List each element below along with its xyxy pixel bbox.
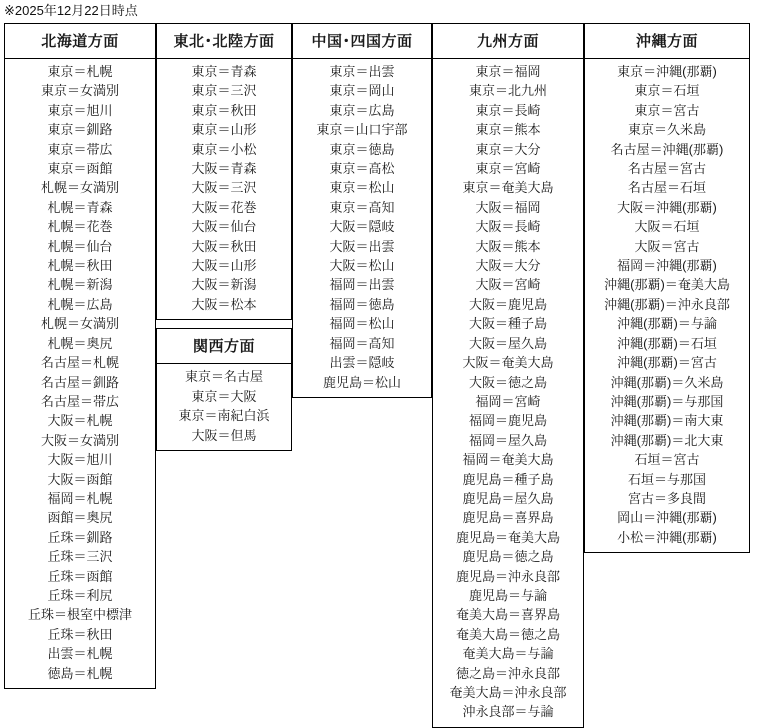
route-row: 鹿児島＝沖永良部 [455,568,560,584]
route-row: 福岡＝札幌 [47,490,113,506]
route-row: 福岡＝徳島 [329,296,395,312]
route-row: 東京＝久米島 [627,122,706,138]
route-row: 名古屋＝帯広 [40,393,119,409]
route-row: 札幌＝女満別 [40,180,119,196]
route-columns [4,23,756,728]
route-row: 岡山＝沖縄(那覇) [617,510,717,526]
route-row: 鹿児島＝徳之島 [462,549,554,565]
table-gap [156,320,292,328]
route-row: 福岡＝松山 [329,316,395,332]
route-row: 東京＝函館 [47,161,113,177]
route-row: 宮古＝多良間 [627,490,706,506]
route-row: 札幌＝青森 [47,199,113,215]
route-row: 東京＝北九州 [468,83,547,99]
route-row: 大阪＝松山 [329,258,395,274]
table-body-chugoku-shikoku [293,59,431,397]
route-row: 丘珠＝三沢 [47,549,113,565]
route-row: 福岡＝宮崎 [475,393,541,409]
route-row: 大阪＝新潟 [191,277,257,293]
route-row: 出雲＝隠岐 [329,355,395,371]
route-row: 大阪＝青森 [191,161,257,177]
route-row: 鹿児島＝松山 [322,374,401,390]
route-row: 東京＝沖縄(那覇) [617,64,717,79]
route-row: 丘珠＝秋田 [47,626,113,642]
route-row: 東京＝奄美大島 [462,180,554,196]
route-row: 東京＝長崎 [475,102,541,118]
route-row: 札幌＝新潟 [47,277,113,293]
route-row: 東京＝女満別 [40,83,119,99]
column-hokkaido [4,23,156,689]
route-row: 東京＝熊本 [475,122,541,138]
route-row: 鹿児島＝種子島 [462,471,554,487]
route-row: 大阪＝仙台 [191,219,257,235]
route-row: 東京＝徳島 [329,141,395,157]
table-header-tohoku-hokuriku: 東北･北陸方面 [157,24,291,59]
table-okinawa [584,23,750,553]
column-okinawa [584,23,750,553]
route-row: 大阪＝奄美大島 [462,355,554,371]
route-row: 丘珠＝釧路 [47,529,113,545]
route-row: 丘珠＝函館 [47,568,113,584]
table-body-tohoku-hokuriku [157,59,291,319]
table-tohoku-hokuriku [156,23,292,320]
route-row: 小松＝沖縄(那覇) [617,529,717,545]
route-row: 東京＝青森 [191,64,257,79]
table-chugoku-shikoku [292,23,432,398]
route-row: 札幌＝女満別 [40,316,119,332]
table-header-chugoku-shikoku: 中国･四国方面 [293,24,431,59]
route-row: 沖縄(那覇)＝沖永良部 [604,296,730,312]
column-tohoku-hokuriku [156,23,292,451]
column-kyushu [432,23,584,728]
route-row: 福岡＝沖縄(那覇) [617,258,717,274]
table-header-kansai: 関西方面 [157,329,291,364]
route-row: 大阪＝石垣 [634,219,700,235]
route-row: 大阪＝女満別 [40,432,119,448]
table-body-kansai [157,364,291,450]
route-row: 東京＝三沢 [191,83,257,99]
route-row: 大阪＝宮古 [634,238,700,254]
route-row: 東京＝広島 [329,102,395,118]
route-row: 奄美大島＝喜界島 [455,607,560,623]
route-row: 大阪＝隠岐 [329,219,395,235]
route-row: 徳之島＝沖永良部 [455,665,560,681]
route-row: 名古屋＝石垣 [627,180,706,196]
route-row: 大阪＝函館 [47,471,113,487]
route-row: 東京＝帯広 [47,141,113,157]
route-row: 徳島＝札幌 [47,665,113,681]
route-row: 東京＝山口宇部 [316,122,408,138]
route-row: 沖縄(那覇)＝奄美大島 [604,277,730,293]
route-row: 大阪＝沖縄(那覇) [617,199,717,215]
route-row: 大阪＝但馬 [191,427,257,443]
table-kansai [156,328,292,451]
route-row: 札幌＝花巻 [47,219,113,235]
route-row: 福岡＝高知 [329,335,395,351]
route-row: 鹿児島＝与論 [468,587,547,603]
route-row: 東京＝大分 [475,141,541,157]
route-row: 出雲＝札幌 [47,646,113,662]
route-row: 沖縄(那覇)＝与那国 [610,393,724,409]
route-row: 東京＝石垣 [634,83,700,99]
route-row: 石垣＝与那国 [627,471,706,487]
route-row: 東京＝高知 [329,199,395,215]
route-row: 沖縄(那覇)＝南大東 [610,413,724,429]
route-row: 名古屋＝札幌 [40,355,119,371]
route-row: 沖縄(那覇)＝北大東 [610,432,724,448]
route-row: 沖縄(那覇)＝石垣 [617,335,717,351]
route-row: 東京＝札幌 [47,64,113,79]
route-row: 大阪＝福岡 [475,199,541,215]
route-row: 奄美大島＝沖永良部 [449,685,567,700]
route-row: 大阪＝長崎 [475,219,541,235]
route-row: 東京＝小松 [191,141,257,157]
route-row: 東京＝松山 [329,180,395,196]
route-row: 福岡＝出雲 [329,277,395,293]
route-row: 沖縄(那覇)＝与論 [617,316,717,332]
route-row: 大阪＝秋田 [191,238,257,254]
column-chugoku-shikoku [292,23,432,398]
route-row: 大阪＝鹿児島 [468,296,547,312]
route-row: 札幌＝仙台 [47,238,113,254]
route-row: 東京＝宮古 [634,102,700,118]
route-row: 東京＝出雲 [329,64,395,79]
route-row: 東京＝南紀白浜 [178,408,270,424]
route-row: 札幌＝秋田 [47,258,113,274]
table-body-kyushu [433,59,583,727]
route-row: 鹿児島＝喜界島 [462,510,554,526]
route-row: 札幌＝奥尻 [47,335,113,351]
route-row: 名古屋＝沖縄(那覇) [610,141,724,157]
route-row: 大阪＝徳之島 [468,374,547,390]
route-row: 沖永良部＝与論 [462,704,554,720]
route-row: 東京＝高松 [329,161,395,177]
route-row: 奄美大島＝徳之島 [455,626,560,642]
route-row: 石垣＝宮古 [634,452,700,468]
table-hokkaido [4,23,156,689]
route-row: 東京＝宮崎 [475,161,541,177]
route-row: 大阪＝大分 [475,258,541,274]
route-row: 大阪＝松本 [191,296,257,312]
route-row: 丘珠＝利尻 [47,587,113,603]
route-row: 沖縄(那覇)＝久米島 [610,374,724,390]
route-row: 東京＝大阪 [191,388,257,404]
route-row: 東京＝旭川 [47,102,113,118]
route-row: 丘珠＝根室中標津 [27,607,132,623]
route-row: 大阪＝熊本 [475,238,541,254]
route-row: 大阪＝花巻 [191,199,257,215]
route-row: 沖縄(那覇)＝宮古 [617,355,717,371]
route-row: 鹿児島＝奄美大島 [455,529,560,545]
route-row: 大阪＝三沢 [191,180,257,196]
route-row: 福岡＝鹿児島 [468,413,547,429]
table-body-okinawa [585,59,749,552]
route-row: 大阪＝山形 [191,258,257,274]
route-row: 大阪＝札幌 [47,413,113,429]
route-row: 函館＝奥尻 [47,510,113,526]
route-row: 東京＝福岡 [475,64,541,79]
table-kyushu [432,23,584,728]
route-row: 大阪＝種子島 [468,316,547,332]
route-row: 福岡＝屋久島 [468,432,547,448]
route-row: 奄美大島＝与論 [462,646,554,662]
route-row: 大阪＝屋久島 [468,335,547,351]
route-row: 大阪＝宮崎 [475,277,541,293]
route-tables-board [4,23,756,728]
route-row: 東京＝山形 [191,122,257,138]
route-row: 鹿児島＝屋久島 [462,490,554,506]
route-row: 札幌＝広島 [47,296,113,312]
route-row: 東京＝釧路 [47,122,113,138]
table-header-hokkaido: 北海道方面 [5,24,155,59]
route-row: 名古屋＝宮古 [627,161,706,177]
route-row: 名古屋＝釧路 [40,374,119,390]
route-row: 東京＝岡山 [329,83,395,99]
route-row: 東京＝秋田 [191,102,257,118]
route-row: 大阪＝旭川 [47,452,113,468]
route-row: 福岡＝奄美大島 [462,452,554,468]
route-row: 大阪＝出雲 [329,238,395,254]
table-header-okinawa: 沖縄方面 [585,24,749,59]
table-header-kyushu: 九州方面 [433,24,583,59]
route-row: 東京＝名古屋 [184,369,263,385]
table-body-hokkaido [5,59,155,688]
effective-date-note: ※2025年12月22日時点 [4,3,138,18]
